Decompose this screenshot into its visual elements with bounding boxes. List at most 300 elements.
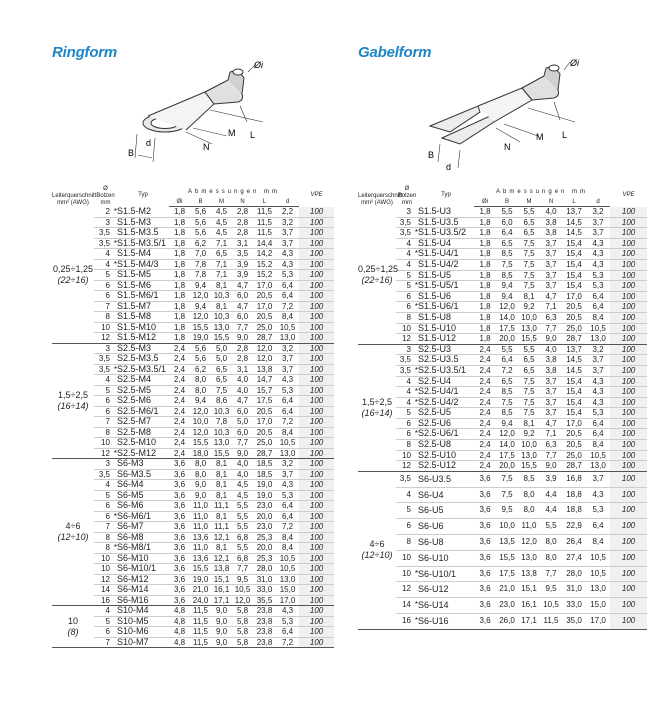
dim-n: 3,7	[540, 376, 562, 387]
bolt-diameter: 6	[396, 418, 413, 429]
dim-b: 19,0	[190, 574, 211, 585]
dim-m: 17,1	[518, 614, 540, 630]
table-row	[52, 606, 334, 617]
dim-l: 20,5	[253, 406, 276, 417]
dim-n: 3,7	[540, 397, 562, 408]
vpe-value: 100	[299, 228, 334, 239]
dim-i: 3,6	[169, 585, 190, 596]
dim-i: 1,8	[474, 249, 496, 260]
dim-d: 10,5	[276, 553, 299, 564]
dim-l: 17,0	[253, 301, 276, 312]
vpe-value: 100	[610, 344, 647, 355]
dim-b: 12,0	[496, 429, 518, 440]
type-code: S1.5-U5/1	[418, 281, 474, 292]
dim-l: 14,7	[253, 375, 276, 386]
table-row	[52, 417, 334, 428]
dim-n: 7,1	[540, 429, 562, 440]
dim-b: 12,0	[190, 312, 211, 323]
fork-terminal-diagram	[420, 58, 600, 178]
bolt-diameter: 8	[94, 312, 112, 323]
dim-d: 10,5	[276, 564, 299, 575]
dim-d: 10,5	[586, 566, 610, 582]
type-code: S1.5-U4	[418, 238, 474, 249]
dim-d: 4,3	[586, 238, 610, 249]
dim-d: 5,3	[586, 281, 610, 292]
table-row	[358, 238, 647, 249]
dim-n: 3,7	[540, 249, 562, 260]
dim-l: 16,8	[562, 471, 586, 487]
dim-m: 11,1	[211, 522, 232, 533]
dim-d: 5,3	[276, 616, 299, 627]
table-row	[358, 323, 647, 334]
vpe-value: 100	[299, 217, 334, 228]
dim-b: 13,5	[496, 535, 518, 551]
vpe-value: 100	[299, 637, 334, 648]
table-row	[52, 480, 334, 491]
type-code: S1.5-M12	[117, 333, 169, 344]
type-code: S6-M4	[117, 480, 169, 491]
table-row	[52, 522, 334, 533]
table-row	[358, 249, 647, 260]
table-row	[52, 637, 334, 648]
dim-d: 4,3	[586, 397, 610, 408]
dim-n: 4,7	[540, 291, 562, 302]
variant-marker: *	[414, 397, 418, 407]
type-code: S2.5-U3	[418, 344, 474, 355]
cross-section-cell	[52, 459, 94, 606]
dim-l: 28,7	[253, 448, 276, 459]
bolt-diameter: 6	[396, 302, 413, 313]
dim-n: 5,5	[232, 522, 253, 533]
dim-i: 3,6	[169, 469, 190, 480]
dim-n: 4,0	[540, 207, 562, 218]
dim-b: 6,4	[496, 228, 518, 239]
dim-i: 2,4	[169, 417, 190, 428]
dim-d: 3,2	[586, 344, 610, 355]
dim-m: 6,5	[518, 365, 540, 376]
header-dimensions: Abmessungen mm	[496, 189, 589, 195]
bolt-diameter: 3	[94, 343, 112, 354]
dim-n: 12,0	[232, 595, 253, 606]
dim-i: 1,8	[169, 228, 190, 239]
dim-b: 11,5	[190, 627, 211, 638]
dim-m: 7,1	[211, 259, 232, 270]
table-row	[52, 249, 334, 260]
dim-m: 6,5	[518, 228, 540, 239]
dim-l: 11,5	[253, 207, 276, 218]
vpe-value: 100	[299, 280, 334, 291]
vpe-value: 100	[610, 550, 647, 566]
dim-d: 7,2	[276, 301, 299, 312]
dim-l: 12,0	[253, 343, 276, 354]
dim-i: 2,4	[474, 440, 496, 451]
dim-n: 4,0	[232, 375, 253, 386]
dim-d: 5,3	[276, 270, 299, 281]
dim-b: 15,5	[190, 564, 211, 575]
dim-n: 7,7	[232, 322, 253, 333]
table-row	[358, 281, 647, 292]
dim-n: 5,5	[540, 519, 562, 535]
dim-m: 17,1	[211, 595, 232, 606]
bolt-diameter: 6	[94, 280, 112, 291]
dim-b: 17,5	[496, 566, 518, 582]
type-code: S6-U3.5	[418, 471, 474, 487]
dim-n: 4,7	[232, 396, 253, 407]
dim-i: 3,6	[474, 487, 496, 503]
type-code: S1.5-U8	[418, 312, 474, 323]
vpe-value: 100	[299, 459, 334, 470]
dim-n: 6,0	[232, 312, 253, 323]
dim-l: 28,7	[562, 461, 586, 472]
dim-m: 5,0	[211, 354, 232, 365]
dim-b: 7,8	[190, 259, 211, 270]
dim-n: 6,0	[232, 291, 253, 302]
dim-m: 9,0	[211, 616, 232, 627]
bolt-diameter: 5	[396, 408, 413, 419]
dim-b: 26,0	[496, 614, 518, 630]
dim-d: 4,3	[586, 249, 610, 260]
vpe-value: 100	[610, 461, 647, 472]
vpe-value: 100	[299, 501, 334, 512]
header-col-n: N	[540, 196, 562, 207]
vpe-value: 100	[299, 574, 334, 585]
dim-i: 3,6	[169, 480, 190, 491]
bolt-diameter: 12	[94, 574, 112, 585]
dim-m: 11,0	[518, 519, 540, 535]
dim-b: 9,0	[190, 490, 211, 501]
dim-l: 14,5	[562, 365, 586, 376]
dim-b: 14,0	[496, 440, 518, 451]
dim-l: 28,7	[253, 333, 276, 344]
dim-d: 10,5	[276, 322, 299, 333]
dim-m: 16,1	[518, 598, 540, 614]
dim-m: 8,1	[211, 469, 232, 480]
dim-n: 7,7	[232, 438, 253, 449]
vpe-value: 100	[299, 333, 334, 344]
vpe-value: 100	[610, 355, 647, 366]
vpe-value: 100	[610, 582, 647, 598]
dim-m: 7,1	[211, 238, 232, 249]
dim-l: 11,5	[253, 217, 276, 228]
dim-d: 17,0	[276, 595, 299, 606]
dim-n: 6,8	[232, 532, 253, 543]
bolt-diameter: 4	[396, 376, 413, 387]
bolt-diameter: 4	[396, 387, 413, 398]
dim-l: 20,5	[562, 440, 586, 451]
bolt-diameter: 5	[396, 503, 413, 519]
dim-l: 15,4	[562, 249, 586, 260]
dim-b: 13,6	[190, 553, 211, 564]
dim-b: 10,0	[190, 417, 211, 428]
dim-label-d: d	[446, 162, 452, 172]
bolt-diameter: 3	[396, 344, 413, 355]
dim-l: 11,5	[253, 228, 276, 239]
dim-b: 11,0	[190, 501, 211, 512]
dim-l: 17,0	[253, 417, 276, 428]
header-bolt: Ø Bolzen mm	[397, 185, 417, 206]
vpe-value: 100	[299, 385, 334, 396]
cross-section-cell	[52, 343, 94, 459]
header-col-b: B	[190, 196, 211, 207]
dim-d: 8,4	[586, 535, 610, 551]
dim-i: 1,8	[169, 280, 190, 291]
type-code: S6-M7	[117, 522, 169, 533]
type-code: S2.5-U3.5	[418, 355, 474, 366]
dim-l: 15,2	[253, 259, 276, 270]
vpe-value: 100	[610, 228, 647, 239]
type-code: S1.5-M3.5	[117, 228, 169, 239]
dim-d: 7,2	[276, 637, 299, 648]
dim-d: 3,2	[276, 343, 299, 354]
dim-d: 13,0	[276, 574, 299, 585]
dim-l: 18,8	[562, 487, 586, 503]
type-code: S6-M12	[117, 574, 169, 585]
dim-b: 9,4	[496, 281, 518, 292]
dim-l: 20,5	[253, 427, 276, 438]
dim-d: 6,4	[586, 418, 610, 429]
table-row	[358, 302, 647, 313]
dim-n: 5,8	[232, 606, 253, 617]
dim-i: 3,6	[474, 471, 496, 487]
bolt-diameter: 7	[94, 522, 112, 533]
dim-b: 5,6	[190, 228, 211, 239]
dim-i: 3,6	[169, 574, 190, 585]
bolt-diameter: 6	[396, 429, 413, 440]
cross-section-value: 1,5÷2,5	[362, 396, 392, 407]
dim-l: 12,0	[253, 354, 276, 365]
dim-n: 4,5	[232, 480, 253, 491]
table-row	[52, 291, 334, 302]
dim-m: 7,5	[518, 270, 540, 281]
dim-l: 23,8	[253, 616, 276, 627]
vpe-value: 100	[610, 302, 647, 313]
bolt-diameter: 12	[396, 582, 413, 598]
type-code: S2.5-U6	[418, 418, 474, 429]
dim-d: 5,3	[586, 270, 610, 281]
dim-m: 7,5	[518, 397, 540, 408]
vpe-value: 100	[610, 598, 647, 614]
dim-b: 5,6	[190, 343, 211, 354]
dim-i: 1,8	[169, 259, 190, 270]
table-row	[358, 355, 647, 366]
bolt-diameter: 12	[94, 448, 112, 459]
type-code: S2.5-U4	[418, 376, 474, 387]
dim-b: 9,4	[190, 280, 211, 291]
header-type: Typ	[441, 191, 451, 198]
dim-b: 12,0	[496, 302, 518, 313]
bolt-diameter: 6	[94, 501, 112, 512]
cross-section-value: 0,25÷1,25	[53, 263, 93, 274]
dim-l: 17,0	[253, 280, 276, 291]
header-type: Typ	[138, 191, 148, 198]
dim-n: 8,0	[540, 550, 562, 566]
dim-d: 2,2	[276, 207, 299, 218]
bolt-diameter: 3	[94, 459, 112, 470]
dim-m: 7,5	[518, 387, 540, 398]
dim-d: 6,4	[586, 291, 610, 302]
variant-marker: *	[414, 228, 418, 238]
dim-m: 8,1	[211, 511, 232, 522]
dim-d: 6,4	[586, 519, 610, 535]
dim-i: 2,4	[474, 408, 496, 419]
dim-d: 6,4	[276, 501, 299, 512]
dim-d: 6,4	[276, 627, 299, 638]
dim-label-b: B	[428, 150, 435, 160]
dim-i: 1,8	[169, 322, 190, 333]
dim-b: 9,4	[190, 396, 211, 407]
header-col-l: L	[562, 196, 586, 207]
vpe-value: 100	[299, 427, 334, 438]
dim-m: 8,0	[518, 487, 540, 503]
dim-i: 3,6	[169, 543, 190, 554]
dim-m: 15,5	[518, 461, 540, 472]
dim-m: 7,5	[518, 376, 540, 387]
table-row	[358, 471, 647, 487]
bolt-diameter: 6	[94, 511, 112, 522]
type-code: S10-M7	[117, 637, 169, 648]
dim-l: 14,5	[562, 355, 586, 366]
type-code: S2.5-U12	[418, 461, 474, 472]
header-bolt: Ø Bolzen mm	[96, 185, 115, 206]
table-row	[52, 511, 334, 522]
type-code: S1.5-M6	[117, 280, 169, 291]
dim-l: 23,0	[253, 522, 276, 533]
awg-value: (12÷10)	[57, 532, 89, 542]
dim-m: 12,0	[518, 535, 540, 551]
variant-marker: *	[414, 302, 418, 312]
dim-l: 15,4	[562, 270, 586, 281]
vpe-value: 100	[299, 354, 334, 365]
table-row	[358, 598, 647, 614]
dim-n: 2,8	[232, 354, 253, 365]
dim-n: 5,5	[232, 511, 253, 522]
dim-d: 6,4	[276, 396, 299, 407]
type-code: S10-M5	[117, 616, 169, 627]
vpe-value: 100	[299, 249, 334, 260]
table-row	[52, 406, 334, 417]
dim-d: 6,4	[586, 429, 610, 440]
table-row	[52, 501, 334, 512]
dim-d: 15,0	[586, 598, 610, 614]
vpe-value: 100	[610, 566, 647, 582]
dim-d: 3,7	[276, 354, 299, 365]
vpe-value: 100	[299, 448, 334, 459]
dim-n: 9,0	[540, 334, 562, 345]
table-row	[358, 440, 647, 451]
dim-n: 3,1	[232, 364, 253, 375]
type-code: S2.5-U5	[418, 408, 474, 419]
dim-d: 6,4	[276, 511, 299, 522]
type-code: S1.5-M5	[117, 270, 169, 281]
dim-b: 6,5	[496, 238, 518, 249]
dim-i: 3,6	[474, 582, 496, 598]
cross-section-value: 0,25÷1,25	[358, 264, 398, 275]
dim-b: 21,0	[190, 585, 211, 596]
dim-i: 1,8	[169, 217, 190, 228]
table-row	[52, 375, 334, 386]
dim-l: 20,5	[562, 429, 586, 440]
dim-m: 12,1	[211, 553, 232, 564]
bolt-diameter: 10	[396, 550, 413, 566]
dim-i: 1,8	[474, 302, 496, 313]
bolt-diameter: 10	[396, 450, 413, 461]
table-row	[52, 459, 334, 470]
bolt-diameter: 2	[94, 207, 112, 218]
dim-d: 3,7	[586, 365, 610, 376]
bolt-diameter: 14	[396, 598, 413, 614]
dim-i: 2,4	[474, 387, 496, 398]
dim-n: 6,8	[232, 553, 253, 564]
awg-value: (22÷16)	[57, 274, 89, 285]
dim-i: 3,6	[474, 519, 496, 535]
vpe-value: 100	[299, 364, 334, 375]
dim-m: 6,5	[211, 364, 232, 375]
type-code: S1.5-U6/1	[418, 302, 474, 313]
cross-section-cell	[52, 207, 94, 344]
dim-m: 4,5	[211, 207, 232, 218]
dim-m: 8,1	[211, 280, 232, 291]
dim-n: 4,4	[540, 503, 562, 519]
type-code: S10-M6	[117, 627, 169, 638]
type-code: S6-M10/1	[117, 564, 169, 575]
bolt-diameter: 10	[94, 322, 112, 333]
dim-b: 20,0	[496, 334, 518, 345]
type-code: S6-M6/1	[117, 511, 169, 522]
dim-i: 1,8	[169, 207, 190, 218]
type-code: S2.5-M10	[117, 438, 169, 449]
dim-d: 7,2	[276, 522, 299, 533]
dim-i: 2,4	[474, 418, 496, 429]
dim-l: 15,7	[253, 385, 276, 396]
dim-n: 4,0	[540, 344, 562, 355]
dim-d: 6,4	[586, 302, 610, 313]
dim-l: 22,9	[562, 519, 586, 535]
type-code: S2.5-M6/1	[117, 406, 169, 417]
dim-b: 5,5	[496, 207, 518, 218]
dim-m: 9,0	[211, 627, 232, 638]
vpe-value: 100	[299, 543, 334, 554]
dim-m: 8,6	[211, 396, 232, 407]
dim-d: 8,4	[586, 440, 610, 451]
variant-marker: *	[113, 448, 117, 458]
vpe-value: 100	[610, 312, 647, 323]
dim-b: 14,0	[496, 312, 518, 323]
dim-i: 1,8	[474, 334, 496, 345]
dim-m: 10,3	[211, 312, 232, 323]
variant-marker: *	[414, 281, 418, 291]
table-row	[52, 207, 334, 218]
table-row	[358, 344, 647, 355]
dim-i: 2,4	[474, 344, 496, 355]
variant-marker: *	[414, 365, 418, 375]
bolt-diameter: 12	[396, 334, 413, 345]
dim-l: 13,8	[253, 364, 276, 375]
vpe-value: 100	[299, 375, 334, 386]
dim-i: 2,4	[169, 343, 190, 354]
vpe-value: 100	[299, 585, 334, 596]
bolt-diameter: 4	[94, 480, 112, 491]
dim-d: 3,7	[276, 228, 299, 239]
dim-n: 3,7	[540, 387, 562, 398]
dim-i: 2,4	[474, 365, 496, 376]
table-row	[358, 550, 647, 566]
dim-n: 11,5	[540, 614, 562, 630]
variant-marker: *	[113, 259, 117, 269]
dim-n: 7,7	[232, 564, 253, 575]
dim-d: 3,2	[276, 459, 299, 470]
variant-marker: *	[113, 206, 117, 216]
dim-l: 14,2	[253, 249, 276, 260]
